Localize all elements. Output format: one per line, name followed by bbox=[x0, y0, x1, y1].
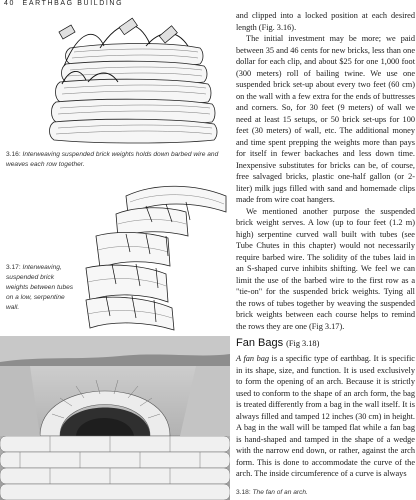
paragraph: The initial investment may be more; we paid between 35 and 46 cents for new bricks, less than one dollar for each clip, and about $25 for one 1,000 foot (300 meters) roll of bailing twine. We use one suspended brick set-up about every two feet (60 cm) on the wall with a few extra for the ends of buttresses and corners. So, for 30 feet (9 meters) of wall we need at least 15 setups, or 50 brick set-ups for 100 feet (30 meters) of wall, etc. The additional money and time spent prepping the weights more than pays for itself in fewer backaches and less down time. Inexpensive substitutes for bricks can be, of course, free salvaged bricks, plastic one-half gallon (or 2-liter) milk jugs filled with sand and homemade clips made from wire coat hangers. bbox=[236, 34, 415, 204]
running-head bbox=[4, 0, 234, 8]
paragraph bbox=[236, 353, 415, 480]
page-number: 40 bbox=[4, 0, 15, 7]
paragraph: and clipped into a locked position at each desired length (Fig. 3.16). bbox=[236, 11, 415, 32]
defined-term: A fan bag bbox=[236, 354, 270, 363]
figure-3-16-illustration bbox=[0, 8, 236, 148]
figure-3-18-caption bbox=[236, 488, 416, 498]
running-title: EARTHBAG BUILDING bbox=[22, 0, 124, 7]
section-heading-text: Fan Bags bbox=[236, 337, 284, 349]
figure-3-16-caption bbox=[6, 150, 231, 170]
caption-text: Interweaving suspended brick weights holds down barbed wire and weaves each row together. bbox=[6, 151, 219, 168]
figure-3-17-caption bbox=[6, 263, 76, 313]
paragraph: We mentioned another purpose the suspended brick weight serves. A low (up to four feet (1.2 m) high) serpentine curved wall built with tubes (see Tube Chutes in this chapter) would not necessarily require barbed wire. The solidity of the tubes laid in an S-shaped curve inhibits shifting. We feel we can limit the use of the barbed wire to the first row as a "tie-on" for the suspended brick weights. Tying all the rows of tubes together by weaving the suspended brick weights between each course helps to remind the rows they are one (Fig 3.17). bbox=[236, 206, 415, 331]
figure-number: 3.18: bbox=[236, 489, 251, 496]
figure-number: 3.17: bbox=[6, 264, 21, 271]
caption-text: Interweaving, suspended brick weights between tubes on a low, serpentine wall. bbox=[6, 264, 74, 311]
body-text-column bbox=[236, 10, 415, 480]
section-heading bbox=[236, 336, 415, 351]
figure-3-17-illustration bbox=[56, 176, 236, 334]
paragraph-text: is a specific type of earthbag. It is specific in its shape, size, and function. It is used exclusively to form the opening of an arch. Because it is strictly used to conform to the shape of an arch form, the bag is treated differently from a bag in the wall itself. It is always filled and tamped 12 inches (30 cm) in height. A bag in the wall will be tamped flat while a fan bag is hand-shaped and tamped in the shape of a wedge with the narrow end down, or rather, against the arch form. This is done to accommodate the curve of the arch. The inside circumference of a curve is always bbox=[236, 354, 415, 478]
section-heading-figure-ref: (Fig 3.18) bbox=[286, 339, 320, 348]
caption-text: The fan of an arch. bbox=[252, 489, 308, 496]
figure-number: 3.16: bbox=[6, 151, 21, 158]
figure-3-18-photo bbox=[0, 336, 230, 500]
